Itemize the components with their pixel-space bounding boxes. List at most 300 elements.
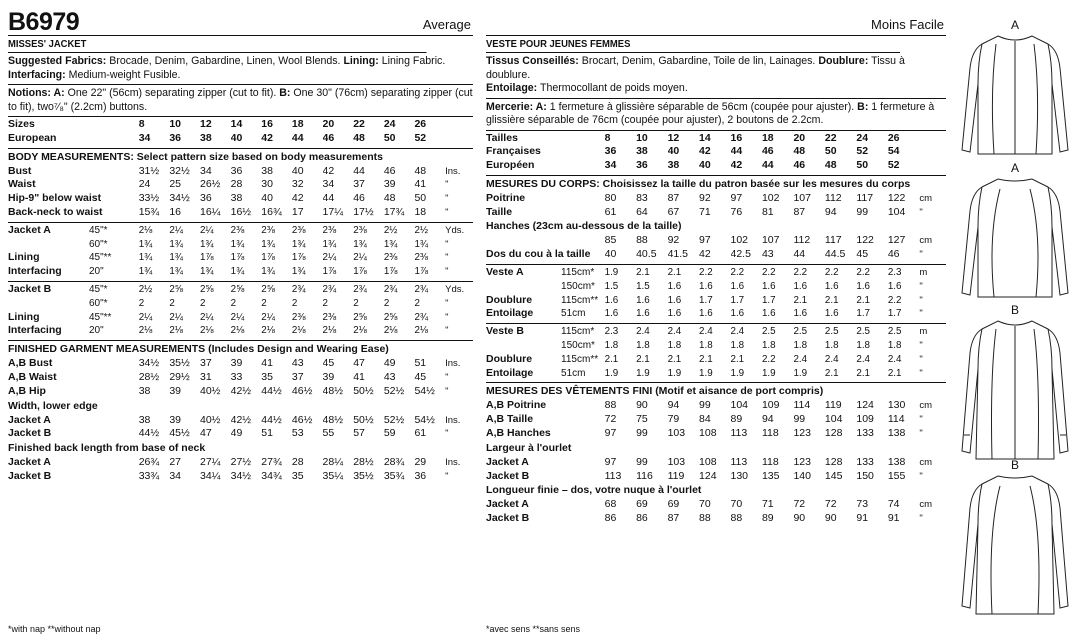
- fabric-width: 115cm**: [561, 353, 599, 365]
- cell-value: 44½: [261, 384, 282, 397]
- cell-value: 1.5: [604, 280, 619, 292]
- row-label: Poitrine: [486, 191, 526, 204]
- unit: Ins.: [445, 165, 461, 177]
- cell-value: 88: [636, 234, 648, 247]
- cell-value: 145: [824, 469, 843, 482]
- cell-value: 2.5: [887, 326, 902, 338]
- cell-value: 128: [824, 427, 843, 440]
- cell-value: 1.8: [699, 340, 713, 352]
- cell-value: 31: [199, 370, 212, 383]
- cell-value: 1¾: [138, 238, 153, 250]
- cell-value: 45: [414, 370, 427, 383]
- cell-value: 34½: [138, 357, 160, 370]
- french-column: [486, 8, 946, 528]
- cell-value: 40.5: [636, 248, 657, 261]
- cell-value: 44: [291, 131, 304, 144]
- cell-value: 48½: [322, 413, 343, 426]
- row-label: Jacket A: [486, 498, 529, 511]
- cell-value: 83: [636, 191, 648, 204]
- cell-value: 90: [793, 512, 806, 525]
- cell-value: 2½: [414, 224, 429, 236]
- cell-value: 81: [761, 205, 774, 218]
- cell-value: 1.6: [699, 308, 713, 320]
- cell-value: 112: [793, 234, 811, 247]
- jacket-b-front-drawing: [950, 317, 1080, 467]
- cell-value: 29½: [169, 370, 190, 383]
- row-label: Bust: [8, 164, 32, 177]
- cell-value: 73: [856, 498, 869, 511]
- cell-value: 1¾: [383, 238, 398, 250]
- cell-value: 42: [699, 145, 711, 158]
- cell-value: 39: [169, 384, 182, 397]
- row-label: A,B Taille: [486, 413, 534, 426]
- cell-value: 48: [824, 159, 837, 172]
- cell-value: 1.6: [604, 294, 619, 306]
- cell-value: 94: [824, 205, 837, 218]
- cell-value: 1.8: [761, 340, 776, 352]
- section-heading: Largeur à l'ourlet: [486, 441, 572, 454]
- cell-value: 52½: [383, 413, 405, 426]
- table-row: [486, 192, 946, 206]
- table-row: [486, 427, 946, 441]
- unit: ": [445, 206, 449, 218]
- cell-value: 52½: [383, 384, 405, 397]
- cell-value: 117: [856, 191, 874, 204]
- cell-value: 25: [169, 178, 182, 191]
- row-label: Interfacing: [8, 265, 62, 278]
- cell-value: 1¾: [169, 238, 183, 250]
- cell-value: 1.6: [824, 308, 839, 320]
- cell-value: 34½: [169, 192, 190, 205]
- figure-letter: B: [1010, 458, 1019, 472]
- cell-value: 1.8: [856, 340, 870, 352]
- row-label: Hip-9" below waist: [8, 192, 102, 205]
- fabrics-paragraph: Suggested Fabrics: Brocade, Denim, Gabardine, Linen, Wool Blends. Lining: Lining Fabric. Interfacing: Medium-weight Fusible.: [8, 53, 473, 85]
- cell-value: 42: [699, 248, 711, 261]
- unit: ": [445, 428, 449, 440]
- row-label: [8, 238, 89, 252]
- cell-value: 2¼: [230, 311, 245, 323]
- cell-value: 2: [261, 297, 267, 309]
- cell-value: 44½: [261, 413, 282, 426]
- cell-value: 43: [291, 357, 304, 370]
- cell-value: 20: [793, 131, 806, 144]
- cell-value: 52: [887, 159, 900, 172]
- cell-value: 34: [604, 159, 617, 172]
- cell-value: 128: [824, 455, 843, 468]
- section-heading: MESURES DES VÊTEMENTS FINI (Motif et aisance de port compris): [486, 385, 824, 398]
- cell-value: 28: [230, 178, 243, 191]
- cell-value: 1¾: [230, 266, 245, 278]
- cell-value: 155: [887, 469, 906, 482]
- cell-value: 104: [730, 399, 749, 412]
- cell-value: 91: [856, 512, 869, 525]
- cell-value: 113: [730, 427, 748, 440]
- row-label: A,B Hanches: [486, 427, 551, 440]
- fabric-width: 45"**: [88, 311, 112, 323]
- table-row: [486, 498, 946, 512]
- cell-value: 1.6: [824, 280, 839, 292]
- cell-value: 1.9: [604, 267, 619, 279]
- figure-letter: B: [1010, 303, 1019, 317]
- cell-value: 18: [291, 118, 304, 130]
- cell-value: 2⅜: [353, 224, 367, 236]
- cell-value: 2¼: [322, 252, 337, 264]
- cell-value: 1.8: [793, 340, 808, 352]
- unit: ": [445, 371, 449, 383]
- cell-value: 2⅝: [230, 283, 245, 295]
- cell-value: 1.8: [824, 340, 839, 352]
- cell-value: 133: [856, 455, 874, 468]
- cell-value: 36: [230, 164, 243, 177]
- fabric-width: 60"*: [88, 297, 108, 309]
- cell-value: 1¾: [261, 266, 275, 278]
- cell-value: 113: [604, 469, 622, 482]
- cell-value: 2.5: [824, 326, 839, 338]
- cell-value: 2: [199, 297, 206, 309]
- cell-value: 42: [322, 164, 335, 177]
- cell-value: 34: [322, 178, 335, 191]
- cell-value: 1.6: [793, 308, 808, 320]
- section-heading: Finished back length from base of neck: [8, 442, 206, 455]
- row-label: Européen: [486, 159, 535, 172]
- unit: ": [445, 179, 449, 191]
- cell-value: 42½: [230, 384, 252, 397]
- cell-value: 97: [699, 234, 711, 247]
- cell-value: 35¾: [383, 469, 405, 482]
- cell-value: 2.2: [793, 267, 808, 279]
- cell-value: 50½: [353, 384, 374, 397]
- cell-value: 2¾: [353, 283, 367, 295]
- cell-value: 2.2: [699, 267, 713, 279]
- cell-value: 92: [699, 191, 711, 204]
- cell-value: 97: [730, 191, 743, 204]
- cell-value: 46½: [291, 384, 313, 397]
- fabric-width: 60"*: [88, 238, 108, 250]
- cell-value: 2⅝: [261, 283, 275, 295]
- notions-paragraph: Notions: A: One 22" (56cm) separating zipper (cut to fit). B: One 30" (76cm) separating zipper (cut to fit), two⁷⁄₈" (2.2cm) buttons.: [8, 85, 473, 117]
- cell-value: 2.2: [761, 353, 776, 365]
- row-label: Jacket B: [486, 512, 530, 525]
- cell-value: 8: [138, 118, 145, 130]
- body-measurements-section: [8, 149, 473, 223]
- table-row: [8, 456, 473, 470]
- cell-value: 40: [604, 248, 617, 261]
- cell-value: 42: [261, 131, 273, 144]
- cell-value: 2.3: [887, 267, 902, 279]
- row-label: Waist: [8, 178, 36, 191]
- cell-value: 32: [291, 178, 304, 191]
- jacket-b-yardage-section: [486, 324, 946, 383]
- cell-value: 50: [856, 159, 869, 172]
- table-row: [486, 470, 946, 484]
- unit: ": [445, 297, 449, 309]
- cell-value: 15¾: [138, 205, 160, 218]
- cell-value: 1.9: [730, 367, 745, 379]
- cell-value: 86: [636, 512, 648, 525]
- unit: cm: [919, 192, 932, 204]
- cell-value: 16¾: [261, 205, 282, 218]
- row-label: Interfacing: [8, 324, 62, 337]
- cell-value: 2⅛: [322, 325, 337, 337]
- cell-value: 127: [887, 234, 906, 247]
- table-row: [8, 427, 473, 441]
- jacket-a-back-drawing: [950, 175, 1080, 305]
- difficulty-level: Moins Facile: [871, 17, 944, 32]
- cell-value: 2: [353, 297, 359, 309]
- cell-value: 28½: [138, 370, 160, 383]
- cell-value: 2⅛: [138, 325, 153, 337]
- cell-value: 10: [169, 118, 182, 130]
- cell-value: 53: [291, 427, 304, 440]
- cell-value: 1¾: [414, 238, 429, 250]
- row-label: Sizes: [8, 118, 35, 130]
- cell-value: 35½: [353, 469, 374, 482]
- cell-value: 29: [414, 456, 427, 469]
- cell-value: 80: [604, 191, 617, 204]
- cell-value: 87: [667, 191, 680, 204]
- header: [486, 8, 946, 36]
- cell-value: 75: [636, 413, 648, 426]
- cell-value: 34: [169, 469, 182, 482]
- cell-value: 104: [887, 205, 906, 218]
- fabric-width: 51cm: [561, 367, 586, 379]
- cell-value: 71: [699, 205, 711, 218]
- cell-value: 48: [353, 131, 365, 144]
- cell-value: 2: [322, 297, 328, 309]
- header: [8, 8, 473, 36]
- row-label: Entoilage: [486, 366, 534, 379]
- row-label: Taille: [486, 205, 513, 218]
- cell-value: 16½: [230, 205, 252, 218]
- cell-value: 28¾: [383, 456, 405, 469]
- cell-value: 92: [667, 234, 680, 247]
- cell-value: 1.9: [699, 367, 713, 379]
- table-row: [486, 234, 946, 248]
- cell-value: 40: [230, 131, 243, 144]
- cell-value: 1.8: [667, 340, 682, 352]
- cell-value: 103: [667, 455, 686, 468]
- cell-value: 2: [169, 297, 175, 309]
- cell-value: 2⅜: [291, 311, 306, 323]
- cell-value: 48: [414, 164, 427, 177]
- cell-value: 122: [856, 234, 874, 247]
- cell-value: 99: [636, 427, 648, 440]
- table-row: [486, 353, 946, 367]
- cell-value: 86: [604, 512, 617, 525]
- cell-value: 42½: [230, 413, 252, 426]
- cell-value: 18: [414, 205, 427, 218]
- unit: Ins.: [445, 414, 461, 426]
- unit: m: [919, 267, 928, 279]
- unit: ": [445, 470, 449, 482]
- cell-value: 2: [414, 297, 420, 309]
- cell-value: 26: [414, 118, 427, 130]
- figure-jacket-a-back: [950, 161, 1080, 310]
- cell-value: 8: [604, 131, 611, 144]
- row-label: European: [8, 131, 57, 144]
- cell-value: 133: [856, 427, 874, 440]
- cell-value: 89: [761, 512, 774, 525]
- cell-value: 108: [699, 455, 717, 468]
- cell-value: 2⅜: [383, 252, 398, 264]
- section-heading: FINISHED GARMENT MEASUREMENTS (Includes Design and Wearing Ease): [8, 343, 389, 356]
- cell-value: 118: [761, 427, 779, 440]
- table-row: [8, 414, 473, 428]
- cell-value: 2⅛: [383, 325, 398, 337]
- cell-value: 2.1: [856, 294, 870, 306]
- cell-value: 1.6: [667, 280, 682, 292]
- cell-value: 24: [856, 131, 869, 144]
- cell-value: 37: [291, 370, 304, 383]
- body-measurements-section: [486, 176, 946, 265]
- cell-value: 1⅞: [353, 266, 367, 278]
- cell-value: 55: [322, 427, 335, 440]
- cell-value: 123: [793, 427, 811, 440]
- cell-value: 2.1: [824, 294, 839, 306]
- section-heading: BODY MEASUREMENTS: Select pattern size based on body measurements: [8, 150, 383, 163]
- table-row: [486, 512, 946, 526]
- fabric-width: 150cm*: [561, 280, 595, 292]
- row-label: Jacket B: [8, 469, 52, 482]
- cell-value: 1.7: [730, 294, 745, 306]
- notions-paragraph: Mercerie: A: 1 fermeture à glissière séparable de 56cm (coupée pour ajuster). B: 1 fermeture à glissière séparable de 76cm (coupée pour ajuster), 2 boutons de 2.2cm.: [486, 99, 946, 131]
- cell-value: 1¾: [199, 266, 214, 278]
- cell-value: 2.4: [667, 326, 682, 338]
- jacket-a-yardage-section: [8, 223, 473, 282]
- row-label: Tailles: [486, 131, 518, 144]
- cell-value: 1.6: [636, 294, 650, 306]
- row-label: Back-neck to waist: [8, 205, 103, 218]
- cell-value: 33½: [138, 192, 160, 205]
- cell-value: 135: [761, 469, 780, 482]
- cell-value: 1.6: [604, 308, 619, 320]
- cell-value: 2.1: [730, 353, 745, 365]
- cell-value: 88: [730, 512, 743, 525]
- body-measurements-table: [486, 192, 946, 220]
- cell-value: 59: [383, 427, 396, 440]
- footnote: *avec sens **sans sens: [486, 624, 581, 634]
- cell-value: 2.1: [667, 353, 682, 365]
- cell-value: 99: [793, 413, 806, 426]
- cell-value: 18: [761, 131, 774, 144]
- cell-value: 2¼: [169, 224, 183, 236]
- width-table: [486, 456, 946, 484]
- finished-table: [486, 399, 946, 440]
- cell-value: 2¼: [261, 311, 275, 323]
- difficulty-level: Average: [422, 17, 471, 32]
- cell-value: 1.9: [636, 367, 650, 379]
- jacket-b-back-drawing: [950, 472, 1080, 622]
- pattern-title: MISSES' JACKET: [8, 36, 427, 53]
- cell-value: 2.2: [887, 294, 902, 306]
- cell-value: 50: [414, 192, 427, 205]
- cell-value: 27: [169, 456, 182, 469]
- cell-value: 35: [261, 370, 273, 383]
- cell-value: 2¾: [383, 283, 398, 295]
- table-row: [8, 357, 473, 371]
- cell-value: 2.1: [824, 367, 839, 379]
- cell-value: 130: [887, 399, 906, 412]
- table-row: [486, 367, 946, 381]
- cell-value: 24: [138, 178, 151, 191]
- cell-value: 1¾: [353, 238, 367, 250]
- cell-value: 2: [383, 297, 390, 309]
- cell-value: 1.7: [699, 294, 713, 306]
- unit: Ins.: [445, 358, 461, 370]
- cell-value: 14: [699, 131, 711, 144]
- cell-value: 27¾: [261, 456, 282, 469]
- cell-value: 40½: [199, 413, 221, 426]
- table-row: [8, 238, 473, 252]
- table-row: [8, 371, 473, 385]
- cell-value: 38: [261, 164, 273, 177]
- cell-value: 45½: [169, 427, 190, 440]
- cell-value: 1¾: [322, 238, 337, 250]
- cell-value: 2¼: [138, 311, 153, 323]
- unit: ": [445, 238, 449, 250]
- cell-value: 1.6: [730, 280, 745, 292]
- table-row: [8, 311, 473, 325]
- cell-value: 46: [353, 192, 365, 205]
- section-heading: Width, lower edge: [8, 399, 98, 412]
- cell-value: 2.4: [887, 353, 902, 365]
- jacket-a-front-drawing: [950, 32, 1080, 162]
- cell-value: 38: [199, 131, 212, 144]
- cell-value: 26½: [199, 178, 221, 191]
- cell-value: 70: [699, 498, 711, 511]
- cell-value: 2⅛: [138, 224, 153, 236]
- cell-value: 99: [636, 455, 648, 468]
- cell-value: 94: [667, 399, 680, 412]
- table-row: [486, 413, 946, 427]
- cell-value: 33¾: [138, 469, 160, 482]
- cell-value: 36: [636, 159, 648, 172]
- cell-value: 97: [604, 427, 617, 440]
- cell-value: 61: [414, 427, 427, 440]
- cell-value: 2.4: [730, 326, 745, 338]
- table-row: [8, 165, 473, 179]
- cell-value: 124: [699, 469, 717, 482]
- jacket-a-yardage-section: [486, 265, 946, 324]
- cell-value: 1.6: [667, 308, 682, 320]
- body-measurements-table: [8, 165, 473, 220]
- cell-value: 1¾: [261, 238, 275, 250]
- cell-value: 1.6: [793, 280, 808, 292]
- cell-value: 41.5: [667, 248, 688, 261]
- unit: ": [919, 280, 923, 292]
- cell-value: 44½: [138, 427, 160, 440]
- unit: ": [445, 325, 449, 337]
- cell-value: 79: [667, 413, 680, 426]
- cell-value: 138: [887, 427, 906, 440]
- cell-value: 2¼: [169, 311, 183, 323]
- cell-value: 34½: [230, 469, 252, 482]
- width-table: [8, 414, 473, 442]
- cell-value: 12: [199, 118, 212, 130]
- cell-value: 44: [793, 248, 806, 261]
- cell-value: 46: [383, 164, 396, 177]
- cell-value: 28¼: [322, 456, 343, 469]
- cell-value: 72: [604, 413, 617, 426]
- unit: Yds.: [445, 224, 465, 236]
- cell-value: 72: [793, 498, 806, 511]
- unit: ": [919, 414, 923, 426]
- cell-value: 2.4: [824, 353, 839, 365]
- cell-value: 2⅛: [199, 325, 214, 337]
- cell-value: 40: [667, 145, 680, 158]
- cell-value: 1.9: [667, 367, 682, 379]
